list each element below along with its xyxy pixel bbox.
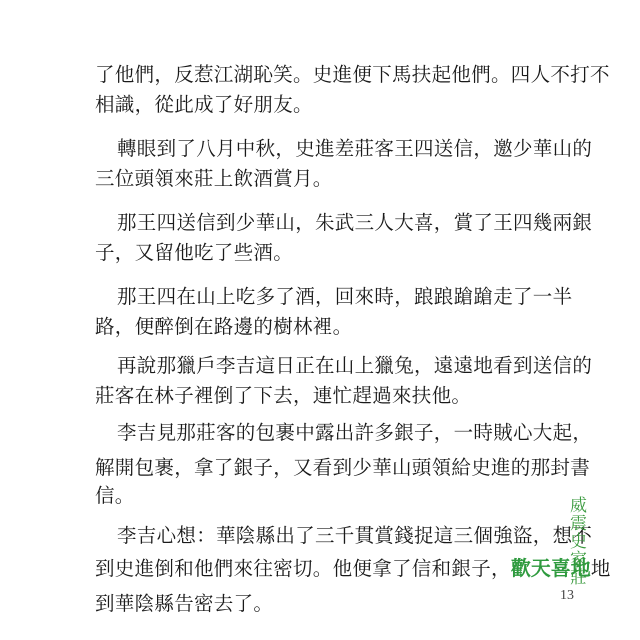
- text-line: 那王四在山上吃多了酒，回來時，踉踉蹌蹌走了一半: [117, 285, 573, 308]
- text-line: 路，便醉倒在路邊的樹林裡。: [95, 315, 353, 338]
- text-line: 莊客在林子裡倒了下去，連忙趕過來扶他。: [95, 384, 472, 407]
- text-line: 三位頭領來莊上飲酒賞月。: [95, 167, 333, 190]
- text-line: 相識，從此成了好朋友。: [95, 93, 313, 116]
- text-line: 李吉見那莊客的包裹中露出許多銀子，一時賊心大起，: [117, 421, 593, 444]
- text-line: 再說那獵戶李吉這日正在山上獵兔，遠遠地看到送信的: [117, 354, 593, 377]
- text-line: 轉眼到了八月中秋，史進差莊客王四送信，邀少華山的: [117, 137, 593, 160]
- text-line: 解開包裹，拿了銀子，又看到少華山頭領給史進的那封書: [95, 456, 591, 479]
- chapter-side-title: 威震史家莊: [566, 496, 586, 586]
- text-line: 了他們，反惹江湖恥笑。史進便下馬扶起他們。四人不打不: [95, 63, 610, 86]
- text-line: 信。: [95, 484, 135, 507]
- text-segment: 到史進倒和他們來往密切。他便拿了信和銀子，: [95, 557, 511, 580]
- text-segment: 地: [590, 557, 611, 580]
- text-line: 那王四送信到少華山，朱武三人大喜，賞了王四幾兩銀: [117, 211, 593, 234]
- text-line: 到華陰縣告密去了。: [95, 592, 274, 615]
- text-line: 李吉心想：華陰縣出了三千貫賞錢捉這三個強盜，想不: [117, 524, 593, 547]
- page-number: 13: [560, 588, 574, 603]
- text-line: 子，又留他吃了些酒。: [95, 241, 294, 264]
- highlighted-phrase: 歡天喜地: [510, 556, 591, 580]
- text-line: [95, 553, 611, 583]
